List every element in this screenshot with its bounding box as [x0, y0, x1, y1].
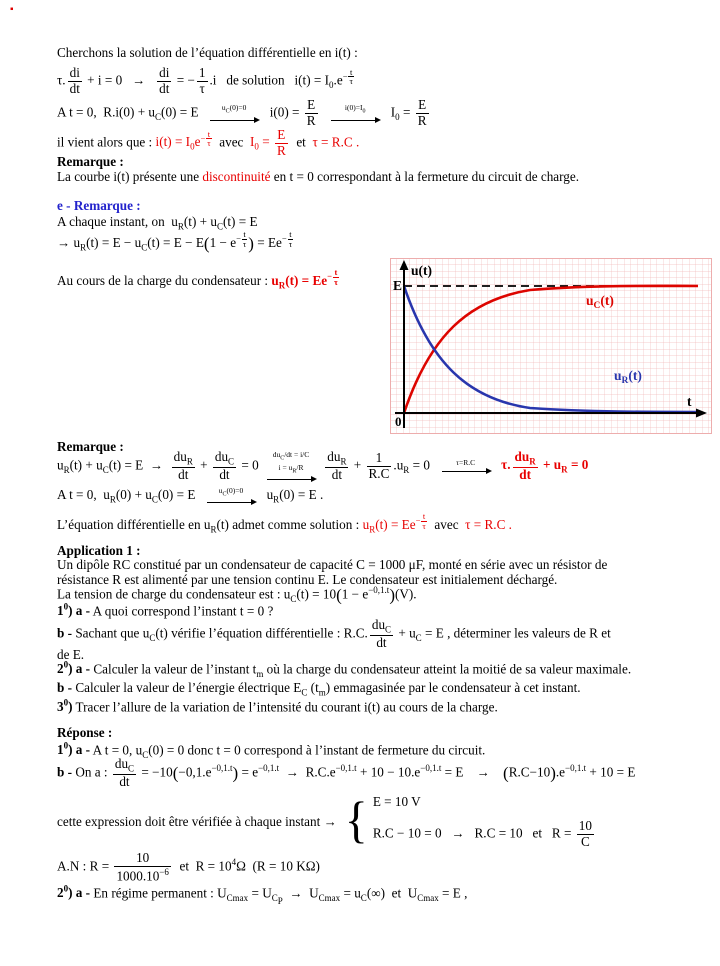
reponse-title: Réponse :: [57, 725, 113, 740]
application1-uc-expression: La tension de charge du condensateur est : $u_C(t) = 10(1 - e^{-0,1.t})(V)$.: [57, 585, 417, 605]
answer-1a: $1^0$) a - A t = 0, $u_C(0) = 0$ donc t = 0 correspond à l’instant de fermeture du circuit.: [57, 741, 486, 761]
question-1b: b - Sachant que $u_C(t)$ vérifie l’équation différentielle : R.C. $du_C$ dt + $u_C = E$ , déterminer les valeurs de R et: [57, 617, 611, 650]
system-lines: [373, 793, 596, 850]
uc-label: $u_C(t)$: [586, 293, 614, 311]
question-2a: $2^0$) a - Calculer la valeur de l’instant $t_m$ où la charge du condensateur atteint la moitié de sa valeur maximale.: [57, 660, 632, 680]
y-axis-label: u(t): [411, 263, 432, 278]
page-ornament-icon: ▪: [10, 4, 14, 15]
answer-condition-text: cette expression doit être vérifiée à chaque instant →: [57, 813, 337, 829]
intro-line: Cherchons la solution de l’équation différentielle en i(t) :: [57, 45, 358, 60]
ur-solution-line: L’équation différentielle en $u_R(t)$ admet comme solution : $u_R(t) = Ee^{- \frac{t}{\tau}}$ avec τ = R.C .: [57, 511, 512, 535]
application1-title: Application 1 :: [57, 543, 141, 558]
ur-initial-condition-line: A t = 0, $u_R(0) + u_C(0) = E$ $u_C(0)=0$ $u_R(0) = E$ .: [57, 486, 324, 505]
answer-system-line: [57, 793, 596, 850]
remark-e-derivation: → $u_R(t) = E - u_C(t) = E - E(1 - e^{- \frac{t}{\tau}}$ ) = $Ee^{- \frac{t}{\tau}}$: [57, 229, 293, 253]
application1-p1: Un dipôle RC constitué par un condensateur de capacité C = 1000 μF, monté en série avec un résistor de: [57, 557, 608, 572]
answer-1b-derivative: b - On a : $du_C$ dt = $-10(-0,1.e^{-0,1.t}) = e^{-0,1.t} \to R.C.e^{-0,1.t} + 10 - 10.e^{-0,1.t} = E$ → $(R.C-10).e^{-0,1.t} + 10 = E$: [57, 756, 636, 789]
application1-p2: résistance R est alimenté par une tension continu E. Le condensateur est initialement déchargé.: [57, 572, 558, 587]
remark1-title: Remarque :: [57, 154, 124, 169]
question-2b: b - Calculer la valeur de l’énergie électrique $E_C$ $(t_m)$ emmagasinée par le condensateur à cet instant.: [57, 680, 581, 698]
remark-e-line1: A chaque instant, on $u_R(t) + u_C(t) = E$: [57, 214, 258, 232]
question-3: $3^0$) Tracer l’allure de la variation de l’intensité du courant i(t) au cours de la charge.: [57, 698, 498, 715]
current-solution-line: il vient alors que : $i(t) = I_0e^{- \frac{t}{\tau}}$ avec $I_0$ = $\frac{E}{R}$ et τ = R.C .: [57, 127, 360, 158]
voltage-time-graph: [390, 258, 712, 434]
t-axis-label: t: [687, 394, 692, 409]
system-line-2: R.C − 10 = 0 → R.C = 10 et R = $\frac{10}{C}$: [372, 818, 592, 849]
ur-ode-derivation-line: $u_R(t) + u_C(t) = E$ → $du_R$ dt + $du_C$ dt = 0 $du_C/dt = i/C$ $i = u_R/R$ $du_R$ dt + $\frac{1}{R.C}$ $.u_R = 0$ τ=R.C τ. $du_R$ dt + $u_R = 0$: [57, 449, 589, 482]
question-1a: $1^0$) a - A quoi correspond l’instant t = 0 ?: [57, 602, 274, 619]
answer-2a: $2^0$) a - En régime permanent : $U_{Cmax} = U_{C_P} \to U_{Cmax} = u_C(\infty)$ et $U_{Cmax} = E$ ,: [57, 884, 468, 906]
remark-e-ur-formula: Au cours de la charge du condensateur : $u_R(t) = Ee^{- \frac{t}{\tau}}$: [57, 267, 338, 291]
answer-numeric-application: A.N : R = $\frac{10}{1000.10^{-6}}$ et $R = 10^4\Omega$ (R = 10 KΩ): [57, 850, 320, 884]
remark1-text: La courbe i(t) présente une discontinuité en t = 0 correspondant à la fermeture du circuit de charge.: [57, 169, 580, 184]
system-line-1: E = 10 V: [372, 794, 421, 809]
equation-system: [345, 793, 596, 850]
E-label: E: [393, 278, 403, 293]
origin-label: 0: [395, 414, 402, 429]
remark-e-title: e - Remarque :: [57, 198, 141, 213]
remark2-title: Remarque :: [57, 439, 124, 454]
question-1b-cont: de E.: [57, 647, 85, 662]
ur-label: $u_R(t)$: [614, 368, 642, 386]
system-brace: {: [344, 792, 368, 849]
initial-conditions-line: A t = 0, $R.i(0) + u_C(0) = E$ $u_C(0)=0$ i(0) = $\frac{E}{R}$ $i(0)=I_0$ $I_0$ = $\frac{E}{R}$: [57, 97, 427, 128]
ode-current-equation: τ. $\frac{di}{dt}$ + i = 0 → $\frac{di}{dt}$ = − $\frac{1}{\tau}$ .i de solution $i(t) = I_0.e^{- \frac{t}{\tau}}$: [57, 65, 353, 96]
